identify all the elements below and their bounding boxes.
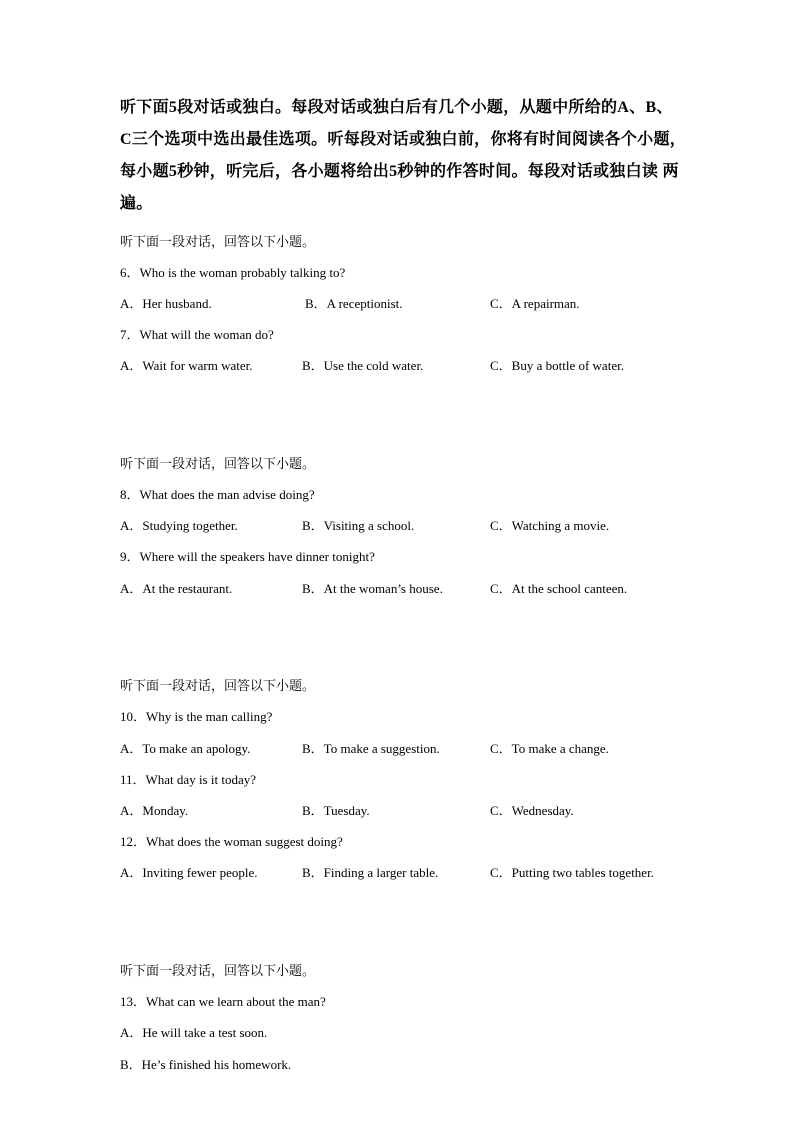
option-b[interactable]: B．A receptionist. — [305, 296, 403, 311]
option-b[interactable]: B．Visiting a school. — [302, 518, 415, 533]
option-b[interactable]: B．At the woman’s house. — [302, 581, 443, 596]
section-header: 听下面一段对话，回答以下小题。 — [120, 234, 316, 249]
question-stem: 10．Why is the man calling? — [120, 709, 273, 724]
option-c[interactable]: C．Watching a movie. — [490, 518, 610, 533]
instruction-line-1: 听下面5段对话或独白。每段对话或独白后有几个小题，从题中所给的A、B、 — [120, 99, 673, 116]
option-a[interactable]: A．Wait for warm water. — [120, 358, 253, 373]
instruction-line-3: 每小题5秒钟，听完后，各小题将给出5秒钟的作答时间。每段对话或独白读 两 — [120, 163, 679, 180]
option-c[interactable]: C．A repairman. — [490, 296, 580, 311]
option-a[interactable]: A．Inviting fewer people. — [120, 865, 258, 880]
option-b[interactable]: B．To make a suggestion. — [302, 741, 440, 756]
question-stem: 6．Who is the woman probably talking to? — [120, 265, 346, 280]
option-b[interactable]: B．Tuesday. — [302, 803, 370, 818]
option-a[interactable]: A．Monday. — [120, 803, 189, 818]
option-c[interactable]: C．At the school canteen. — [490, 581, 628, 596]
option-c[interactable]: C．Putting two tables together. — [490, 865, 654, 880]
option-c[interactable]: C．To make a change. — [490, 741, 609, 756]
option-a[interactable]: A．Her husband. — [120, 296, 212, 311]
section-header: 听下面一段对话，回答以下小题。 — [120, 678, 316, 693]
question-stem: 12．What does the woman suggest doing? — [120, 834, 343, 849]
question-stem: 8．What does the man advise doing? — [120, 487, 315, 502]
question-stem: 7．What will the woman do? — [120, 327, 274, 342]
option-b[interactable]: B．Use the cold water. — [302, 358, 424, 373]
option-c[interactable]: C．Buy a bottle of water. — [490, 358, 624, 373]
section-header: 听下面一段对话，回答以下小题。 — [120, 456, 316, 471]
question-stem: 9．Where will the speakers have dinner tonight? — [120, 549, 375, 564]
option-b[interactable]: B．He’s finished his homework. — [120, 1057, 292, 1072]
option-a[interactable]: A．Studying together. — [120, 518, 238, 533]
question-stem: 13．What can we learn about the man? — [120, 994, 326, 1009]
question-stem: 11．What day is it today? — [120, 772, 256, 787]
option-a[interactable]: A．He will take a test soon. — [120, 1025, 268, 1040]
option-a[interactable]: A．At the restaurant. — [120, 581, 233, 596]
listening-instructions — [120, 92, 700, 220]
instruction-line-2: C三个选项中选出最佳选项。听每段对话或独白前，你将有时间阅读各个小题， — [120, 131, 687, 148]
section-header: 听下面一段对话，回答以下小题。 — [120, 963, 316, 978]
option-a[interactable]: A．To make an apology. — [120, 741, 251, 756]
option-c[interactable]: C．Wednesday. — [490, 803, 574, 818]
instruction-line-4: 遍。 — [120, 195, 153, 212]
option-b[interactable]: B．Finding a larger table. — [302, 865, 439, 880]
